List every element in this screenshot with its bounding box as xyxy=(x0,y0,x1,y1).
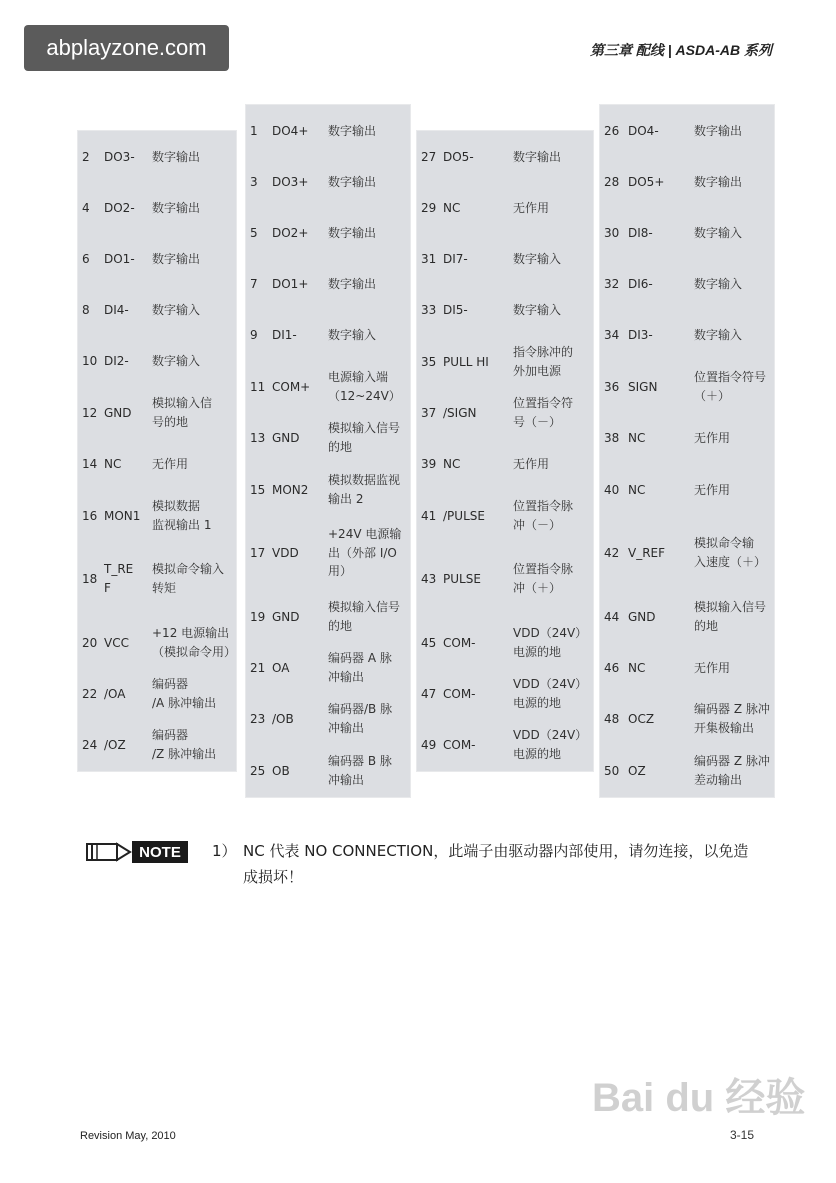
pin-row xyxy=(78,669,236,719)
pin-row xyxy=(600,465,774,515)
pin-signal: OB xyxy=(272,763,290,778)
pin-signal: DO5- xyxy=(443,149,474,164)
pin-description: 无作用 xyxy=(694,482,731,497)
pin-description: 模拟命令输 入速度（＋） xyxy=(694,536,767,569)
pin-row xyxy=(78,285,236,335)
pin-number: 32 xyxy=(604,276,620,291)
pin-description: 数字输出 xyxy=(694,123,743,138)
pin-description: 数字输入 xyxy=(152,353,201,368)
pin-number: 40 xyxy=(604,482,620,497)
pin-number: 19 xyxy=(250,609,266,624)
pin-row xyxy=(417,388,593,438)
pin-row xyxy=(78,720,236,770)
pin-number: 31 xyxy=(421,251,437,266)
pin-number: 20 xyxy=(82,635,98,650)
pin-row xyxy=(600,362,774,412)
pin-description: 编码器 /Z 脉冲输出 xyxy=(152,728,217,761)
pin-description: 数字输出 xyxy=(152,149,201,164)
pin-description: 模拟输入信号 的地 xyxy=(328,421,401,454)
pin-row xyxy=(600,528,774,578)
pin-row xyxy=(78,554,236,604)
pin-signal: NC xyxy=(443,456,461,471)
pin-number: 11 xyxy=(250,379,266,394)
pin-description: 无作用 xyxy=(513,456,550,471)
pin-number: 4 xyxy=(82,200,90,215)
pin-row xyxy=(246,157,410,207)
pin-number: 22 xyxy=(82,686,98,701)
pin-description: 数字输入 xyxy=(694,276,743,291)
pin-signal: DO3- xyxy=(104,149,135,164)
pin-description: 编码器 Z 脉冲 开集极输出 xyxy=(694,702,770,735)
note-section xyxy=(86,838,786,898)
pin-row xyxy=(600,208,774,258)
note-text: NC 代表 NO CONNECTION，此端子由驱动器内部使用，请勿连接，以免造成损坏！ xyxy=(243,842,749,886)
pin-row xyxy=(600,106,774,156)
pin-description: 电源输入端 （12~24V） xyxy=(328,370,401,403)
pin-number: 44 xyxy=(604,609,620,624)
pin-number: 8 xyxy=(82,302,90,317)
pin-number: 9 xyxy=(250,327,258,342)
pin-row xyxy=(246,259,410,309)
pin-signal: DO3+ xyxy=(272,174,309,189)
pin-description: 无作用 xyxy=(152,456,189,471)
pin-number: 12 xyxy=(82,405,98,420)
pin-number: 39 xyxy=(421,456,437,471)
baidu-watermark: Bai du 经验 xyxy=(592,1076,806,1120)
pin-row xyxy=(78,132,236,182)
pin-row xyxy=(417,439,593,489)
pin-signal: DI6- xyxy=(628,276,653,291)
pin-signal: DO4+ xyxy=(272,123,309,138)
pin-number: 23 xyxy=(250,711,266,726)
pin-column-a xyxy=(78,131,236,771)
pin-signal: DI8- xyxy=(628,225,653,240)
pin-description: 编码器 Z 脉冲 差动输出 xyxy=(694,754,770,787)
pin-row xyxy=(600,259,774,309)
pin-row xyxy=(78,336,236,386)
pin-signal: VCC xyxy=(104,635,129,650)
pin-number: 24 xyxy=(82,737,98,752)
pin-signal: COM- xyxy=(443,635,476,650)
pin-description: 编码器/B 脉 冲输出 xyxy=(328,702,393,735)
pin-row xyxy=(417,132,593,182)
pin-description: 数字输入 xyxy=(513,251,562,266)
pin-number: 5 xyxy=(250,225,258,240)
pin-number: 13 xyxy=(250,430,266,445)
pin-description: +12 电源输出 （模拟命令用） xyxy=(152,626,237,659)
pin-number: 48 xyxy=(604,711,620,726)
pin-row xyxy=(78,388,236,438)
pin-row xyxy=(417,337,593,387)
pin-number: 18 xyxy=(82,571,98,586)
pin-row xyxy=(246,592,410,642)
pin-row xyxy=(417,491,593,541)
pin-number: 34 xyxy=(604,327,620,342)
pin-number: 28 xyxy=(604,174,620,189)
pin-number: 21 xyxy=(250,660,266,675)
pin-signal: OCZ xyxy=(628,711,655,726)
pin-signal: GND xyxy=(272,430,300,445)
pin-number: 35 xyxy=(421,354,437,369)
pin-number: 27 xyxy=(421,149,437,164)
pin-description: 无作用 xyxy=(513,200,550,215)
pin-column-b xyxy=(246,105,410,797)
pin-row xyxy=(417,234,593,284)
pin-signal: MON1 xyxy=(104,508,141,523)
pin-description: VDD（24V） 电源的地 xyxy=(513,728,588,761)
pin-number: 41 xyxy=(421,508,437,523)
pin-number: 25 xyxy=(250,763,266,778)
pin-signal: /SIGN xyxy=(443,405,477,420)
pin-signal: DI2- xyxy=(104,353,129,368)
pin-signal: PULL HI xyxy=(443,354,489,369)
note-number: 1） xyxy=(212,842,237,860)
pin-signal: /OZ xyxy=(104,737,126,752)
pin-row xyxy=(600,592,774,642)
pin-description: 指令脉冲的 外加电源 xyxy=(513,345,574,378)
pin-description: 数字输出 xyxy=(328,123,377,138)
pin-row xyxy=(246,746,410,796)
pin-row xyxy=(600,157,774,207)
pin-signal: DO4- xyxy=(628,123,659,138)
pin-number: 10 xyxy=(82,353,98,368)
pin-row xyxy=(246,362,410,412)
pin-signal: PULSE xyxy=(443,571,481,586)
pin-number: 42 xyxy=(604,545,620,560)
pin-description: 数字输出 xyxy=(328,174,377,189)
pin-row xyxy=(78,439,236,489)
pin-row xyxy=(78,183,236,233)
pin-signal: DO5+ xyxy=(628,174,665,189)
pin-number: 45 xyxy=(421,635,437,650)
pin-number: 30 xyxy=(604,225,620,240)
pin-signal: /OB xyxy=(272,711,294,726)
pin-signal: NC xyxy=(443,200,461,215)
pin-number: 36 xyxy=(604,379,620,394)
pin-number: 49 xyxy=(421,737,437,752)
pin-description: 编码器 /A 脉冲输出 xyxy=(152,677,217,710)
pin-signal: NC xyxy=(104,456,122,471)
pin-number: 33 xyxy=(421,302,437,317)
pin-number: 6 xyxy=(82,251,90,266)
pin-number: 38 xyxy=(604,430,620,445)
pin-number: 17 xyxy=(250,545,266,560)
pin-row xyxy=(600,694,774,744)
pin-signal: COM+ xyxy=(272,379,311,394)
pin-description: 数字输出 xyxy=(152,251,201,266)
pin-description: 数字输出 xyxy=(694,174,743,189)
pin-signal: DI3- xyxy=(628,327,653,342)
pin-description: 数字输出 xyxy=(513,149,562,164)
pin-row xyxy=(78,234,236,284)
pin-signal: NC xyxy=(628,482,646,497)
pin-signal: COM- xyxy=(443,737,476,752)
pin-row xyxy=(246,310,410,360)
pin-number: 15 xyxy=(250,482,266,497)
pin-number: 29 xyxy=(421,200,437,215)
pin-signal: DI5- xyxy=(443,302,468,317)
pin-description: 编码器 B 脉 冲输出 xyxy=(328,754,392,787)
chapter-header: 第三章 配线 | ASDA-AB 系列 xyxy=(589,42,772,58)
pin-description: 编码器 A 脉 冲输出 xyxy=(328,651,392,684)
pin-row xyxy=(600,746,774,796)
pin-signal: DI1- xyxy=(272,327,297,342)
pin-row xyxy=(246,465,410,515)
pin-description: 位置指令脉 冲（－） xyxy=(513,499,574,532)
pin-description: 位置指令符号 （＋） xyxy=(694,370,767,403)
pin-signal: SIGN xyxy=(628,379,658,394)
pin-signal: OZ xyxy=(628,763,646,778)
pin-signal: T_RE F xyxy=(104,562,134,595)
pin-description: VDD（24V） 电源的地 xyxy=(513,626,588,659)
pin-description: 数字输入 xyxy=(694,327,743,342)
pin-description: 无作用 xyxy=(694,430,731,445)
pin-description: 模拟输入信号 的地 xyxy=(328,600,401,633)
pin-signal: MON2 xyxy=(272,482,309,497)
pin-number: 43 xyxy=(421,571,437,586)
pin-number: 16 xyxy=(82,508,98,523)
pin-signal: NC xyxy=(628,660,646,675)
pin-signal: COM- xyxy=(443,686,476,701)
pin-row xyxy=(417,720,593,770)
pin-description: 模拟输入信 号的地 xyxy=(152,396,213,429)
pin-row xyxy=(246,528,410,578)
pin-signal: DO2+ xyxy=(272,225,309,240)
pin-signal: DO2- xyxy=(104,200,135,215)
pin-row xyxy=(417,618,593,668)
pin-description: 模拟命令输入 转矩 xyxy=(152,562,225,595)
pin-number: 3 xyxy=(250,174,258,189)
pin-description: VDD（24V） 电源的地 xyxy=(513,677,588,710)
footer-page-number: 3-15 xyxy=(730,1128,755,1142)
pin-description: 数字输入 xyxy=(513,302,562,317)
pin-signal: DO1+ xyxy=(272,276,309,291)
pin-description: 数字输出 xyxy=(328,225,377,240)
pin-row xyxy=(246,106,410,156)
pin-description: 数字输入 xyxy=(328,327,377,342)
pin-row xyxy=(78,618,236,668)
pin-row xyxy=(417,183,593,233)
pin-row xyxy=(246,694,410,744)
pin-signal: GND xyxy=(628,609,656,624)
pin-number: 47 xyxy=(421,686,437,701)
pin-number: 26 xyxy=(604,123,620,138)
pin-signal: /OA xyxy=(104,686,126,701)
pin-row xyxy=(246,208,410,258)
pin-signal: GND xyxy=(272,609,300,624)
pin-row xyxy=(417,669,593,719)
pin-number: 46 xyxy=(604,660,620,675)
pin-signal: DI4- xyxy=(104,302,129,317)
pin-signal: V_REF xyxy=(628,545,666,560)
pin-description: 数字输出 xyxy=(328,276,377,291)
pin-row xyxy=(600,643,774,693)
pin-description: 模拟数据监视 输出 2 xyxy=(328,473,401,506)
pin-description: 数字输出 xyxy=(152,200,201,215)
note-badge: NOTE xyxy=(139,844,181,861)
pin-description: 无作用 xyxy=(694,660,731,675)
pin-row xyxy=(78,491,236,541)
pin-column-d xyxy=(600,105,774,797)
pin-description: 数字输入 xyxy=(694,225,743,240)
footer-revision: Revision May, 2010 xyxy=(80,1130,176,1142)
pin-signal: /PULSE xyxy=(443,508,485,523)
pin-signal: DI7- xyxy=(443,251,468,266)
pin-description: 位置指令脉 冲（＋） xyxy=(513,562,574,595)
pin-number: 7 xyxy=(250,276,258,291)
pin-signal: DO1- xyxy=(104,251,135,266)
pin-description: 模拟数据 监视输出 1 xyxy=(152,499,212,532)
pin-row xyxy=(417,285,593,335)
pin-row xyxy=(600,413,774,463)
pin-row xyxy=(246,413,410,463)
pin-signal: OA xyxy=(272,660,290,675)
pin-description: +24V 电源输 出（外部 I/O 用） xyxy=(328,527,402,579)
pin-description: 数字输入 xyxy=(152,302,201,317)
pin-column-c xyxy=(417,131,593,771)
pin-number: 50 xyxy=(604,763,620,778)
pin-signal: GND xyxy=(104,405,132,420)
pin-description: 位置指令符 号（－） xyxy=(513,396,574,429)
pin-row xyxy=(417,554,593,604)
pin-row xyxy=(600,310,774,360)
site-watermark: abplayzone.com xyxy=(24,25,229,71)
pin-signal: VDD xyxy=(272,545,299,560)
pin-row xyxy=(246,643,410,693)
pin-description: 模拟输入信号 的地 xyxy=(694,600,767,633)
pin-number: 1 xyxy=(250,123,258,138)
pin-signal: NC xyxy=(628,430,646,445)
pin-number: 37 xyxy=(421,405,437,420)
pin-number: 2 xyxy=(82,149,90,164)
note-pencil-icon xyxy=(86,840,190,864)
pin-number: 14 xyxy=(82,456,98,471)
